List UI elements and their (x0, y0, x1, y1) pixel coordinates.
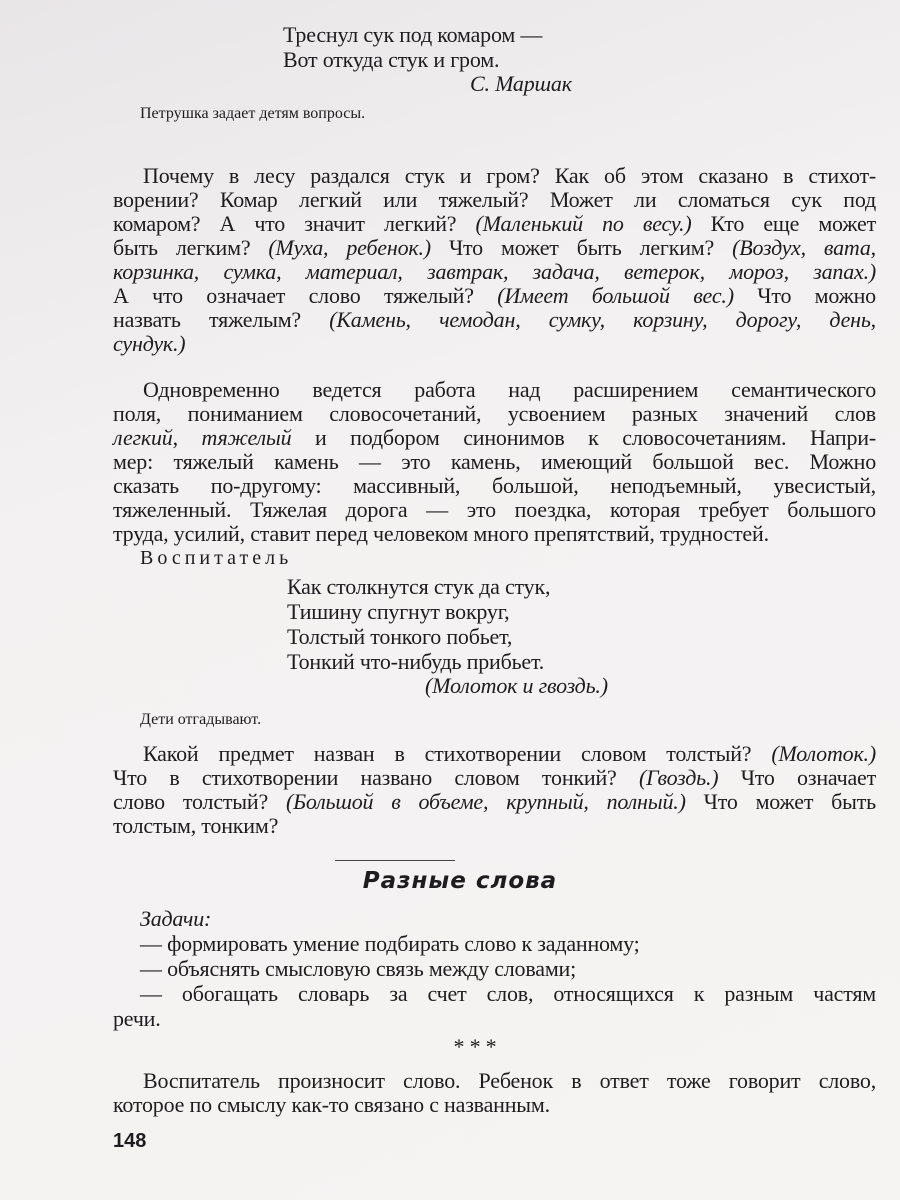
tasks-label: Задачи: (140, 906, 212, 931)
tasks-list (113, 931, 876, 1031)
text-span: мер: тяжелый камень — это камень, имеющий большой вес. Можно (113, 449, 876, 474)
text-line (113, 212, 876, 236)
italic-answer: (Имеет большой вес.) (497, 283, 734, 308)
poem-line: Толстый тонкого побьет, (287, 624, 513, 649)
text-span: Что можно (733, 283, 876, 308)
text-span: Что может быть (685, 789, 876, 814)
poem-line: Треснул сук под комаром — (283, 22, 543, 47)
italic-answer: (Воздух, вата, (732, 235, 876, 260)
italic-answer: сундук.) (113, 331, 186, 356)
text-span: толстым, тонким? (113, 813, 279, 838)
text-span: поля, пониманием словосочетаний, усвоением разных значений слов (113, 401, 876, 426)
text-line (113, 378, 876, 402)
text-line (113, 236, 876, 260)
italic-answer: (Гвоздь.) (638, 765, 719, 790)
riddle-answer: (Молоток и гвоздь.) (425, 673, 608, 698)
stage-note: Петрушка задает детям вопросы. (140, 105, 366, 122)
text-line (113, 1069, 876, 1093)
text-span: Почему в лесу раздался стук и гром? Как об этом сказано в стихот- (143, 163, 876, 188)
paragraph-questions (113, 164, 876, 356)
text-line (113, 498, 876, 522)
text-span: Кто еще может (691, 211, 876, 236)
poem-line: Вот откуда стук и гром. (283, 47, 500, 72)
text-span: назвать тяжелым? (113, 307, 330, 332)
text-span: быть легким? (113, 235, 269, 260)
speaker-label: Воспитатель (140, 547, 293, 569)
italic-answer: (Камень, чемодан, сумку, корзину, дорогу, день, (329, 307, 876, 332)
text-line (113, 1093, 876, 1117)
poem-line: Тонкий что-нибудь прибьет. (287, 649, 545, 674)
text-span: , (172, 425, 202, 450)
text-span: А что означает слово тяжелый? (113, 283, 498, 308)
italic-answer: корзинка, сумка, материал, завтрак, задача, ветерок, мороз, запах.) (113, 259, 876, 284)
text-span: Что означает (718, 765, 876, 790)
task-item-continuation: речи. (113, 1006, 161, 1031)
page-number: 148 (113, 1130, 147, 1152)
section-title: Разные слова (362, 868, 558, 894)
paragraph-word-game (113, 1069, 876, 1117)
stage-note: Дети отгадывают. (140, 711, 262, 728)
task-item: — объяснять смысловую связь между словами; (140, 956, 577, 981)
text-line (113, 450, 876, 474)
section-separator: * * * (453, 1034, 497, 1059)
text-span: слово толстый? (113, 789, 286, 814)
text-line (113, 790, 876, 814)
text-line (113, 474, 876, 498)
epigraph-poem (283, 22, 900, 72)
text-span: комаром? А что значит легкий? (113, 211, 476, 236)
text-span: сказать по-другому: массивный, большой, неподъемный, увесистый, (113, 473, 876, 498)
text-line (113, 308, 876, 332)
text-line (113, 188, 876, 212)
italic-answer: легкий (113, 425, 173, 450)
text-span: Одновременно ведется работа над расширением семантического (143, 377, 876, 402)
italic-answer: (Большой в объеме, крупный, полный.) (285, 789, 686, 814)
poem-author: С. Маршак (470, 71, 572, 96)
text-line (113, 742, 876, 766)
text-line (113, 426, 876, 450)
text-line (113, 332, 876, 356)
italic-answer: (Молоток.) (771, 741, 876, 766)
italic-answer: (Муха, ребенок.) (268, 235, 431, 260)
paragraph-semantic-field (113, 378, 876, 546)
text-line (113, 164, 876, 188)
text-span: Что может быть легким? (430, 235, 733, 260)
text-line (113, 522, 876, 546)
text-line (113, 402, 876, 426)
task-item: — формировать умение подбирать слово к заданному; (140, 931, 640, 956)
text-span: Воспитатель произносит слово. Ребенок в ответ тоже говорит слово, (143, 1068, 876, 1093)
riddle-poem (287, 574, 900, 674)
text-span: Какой предмет назван в стихотворении словом толстый? (143, 741, 772, 766)
italic-answer: тяжелый (201, 425, 292, 450)
text-line (113, 814, 876, 838)
poem-line: Как столкнутся стук да стук, (287, 574, 551, 599)
task-item: — обогащать словарь за счет слов, относящихся к разным частям (140, 981, 876, 1006)
text-span: ворении? Комар легкий или тяжелый? Может ли сломаться сук под (113, 187, 876, 212)
poem-line: Тишину спугнут вокруг, (287, 599, 510, 624)
divider (335, 860, 455, 861)
paragraph-thick-thin (113, 742, 876, 838)
text-span: тяжеленный. Тяжелая дорога — это поездка, которая требует большого (113, 497, 876, 522)
text-span: и подбором синонимов к словосочетаниям. Напри- (291, 425, 876, 450)
text-span: которое по смыслу как-то связано с названным. (113, 1092, 550, 1117)
text-line (113, 766, 876, 790)
text-span: труда, усилий, ставит перед человеком много препятствий, трудностей. (113, 521, 769, 546)
text-line (113, 260, 876, 284)
text-line (113, 284, 876, 308)
text-span: Что в стихотворении названо словом тонкий? (113, 765, 639, 790)
italic-answer: (Маленький по весу.) (475, 211, 692, 236)
